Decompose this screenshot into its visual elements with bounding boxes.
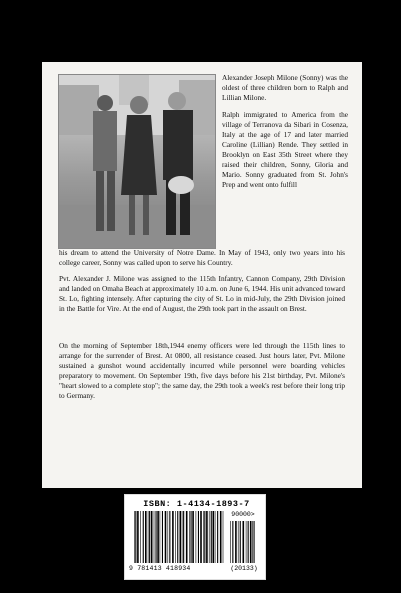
bio-paragraph-1-continued: his dream to attend the University of Notre Dame. In May of 1943, only two years into his college career, Sonny was called upon to serve his Country. <box>59 248 345 267</box>
bio-side-column <box>222 73 348 190</box>
addon-price-code: 90000> <box>231 511 255 518</box>
back-cover-panel <box>42 62 362 488</box>
bio-paragraph-3-block <box>59 341 345 401</box>
bio-paragraph-1-full <box>59 248 345 268</box>
addon-barcode-bars <box>229 521 257 563</box>
bio-paragraph-2-block <box>59 274 345 314</box>
ean-barcode-bars <box>133 511 225 563</box>
bio-intro: Alexander Joseph Milone (Sonny) was the oldest of three children born to Ralph and Lillian Milone. <box>222 73 348 102</box>
bio-paragraph-3: On the morning of September 18th,1944 enemy officers were led through the 115th lines to arrange for the surrender of Brest. At 0800, all resistance ceased. Just hours later, Pvt. Milone sustained a gunshot wound accidentally incurred while personnel were boarding vehicles preparatory to movement. On September 19th, five days before his 21st birthday, Pvt. Milone's "heart slowed to a complete stop"; the same day, the 29th took a week's rest before their long trip to Germany. <box>59 341 345 400</box>
family-photo <box>58 74 216 249</box>
bio-paragraph-2: Pvt. Alexander J. Milone was assigned to the 115th Infantry, Cannon Company, 29th Division and landed on Omaha Beach at approximately 10 a.m. on June 6, 1944. His unit advanced toward St. Lo, fighting intensely. After capturing the city of St. Lo in mid-July, the 29th Division joined in the Battle for Vire. At the end of August, the 29th took part in the assault on Brest. <box>59 274 345 313</box>
addon-code: (20133) <box>230 565 258 572</box>
isbn-label: ISBN: 1-4134-1893-7 <box>143 499 250 509</box>
bio-paragraph-1-side: Ralph immigrated to America from the village of Terranova da Sibari in Cosenza, Italy at the age of 17 and later married Caroline (Lillian) Rende. They settled in Brooklyn on East 35th Street where they raised their children, Sonny, Gloria and Mario. Sonny graduated from St. John's Prep and went onto fulfill <box>222 110 348 189</box>
isbn-barcode <box>124 494 266 580</box>
ean-digits: 9 781413 418934 <box>129 565 191 572</box>
